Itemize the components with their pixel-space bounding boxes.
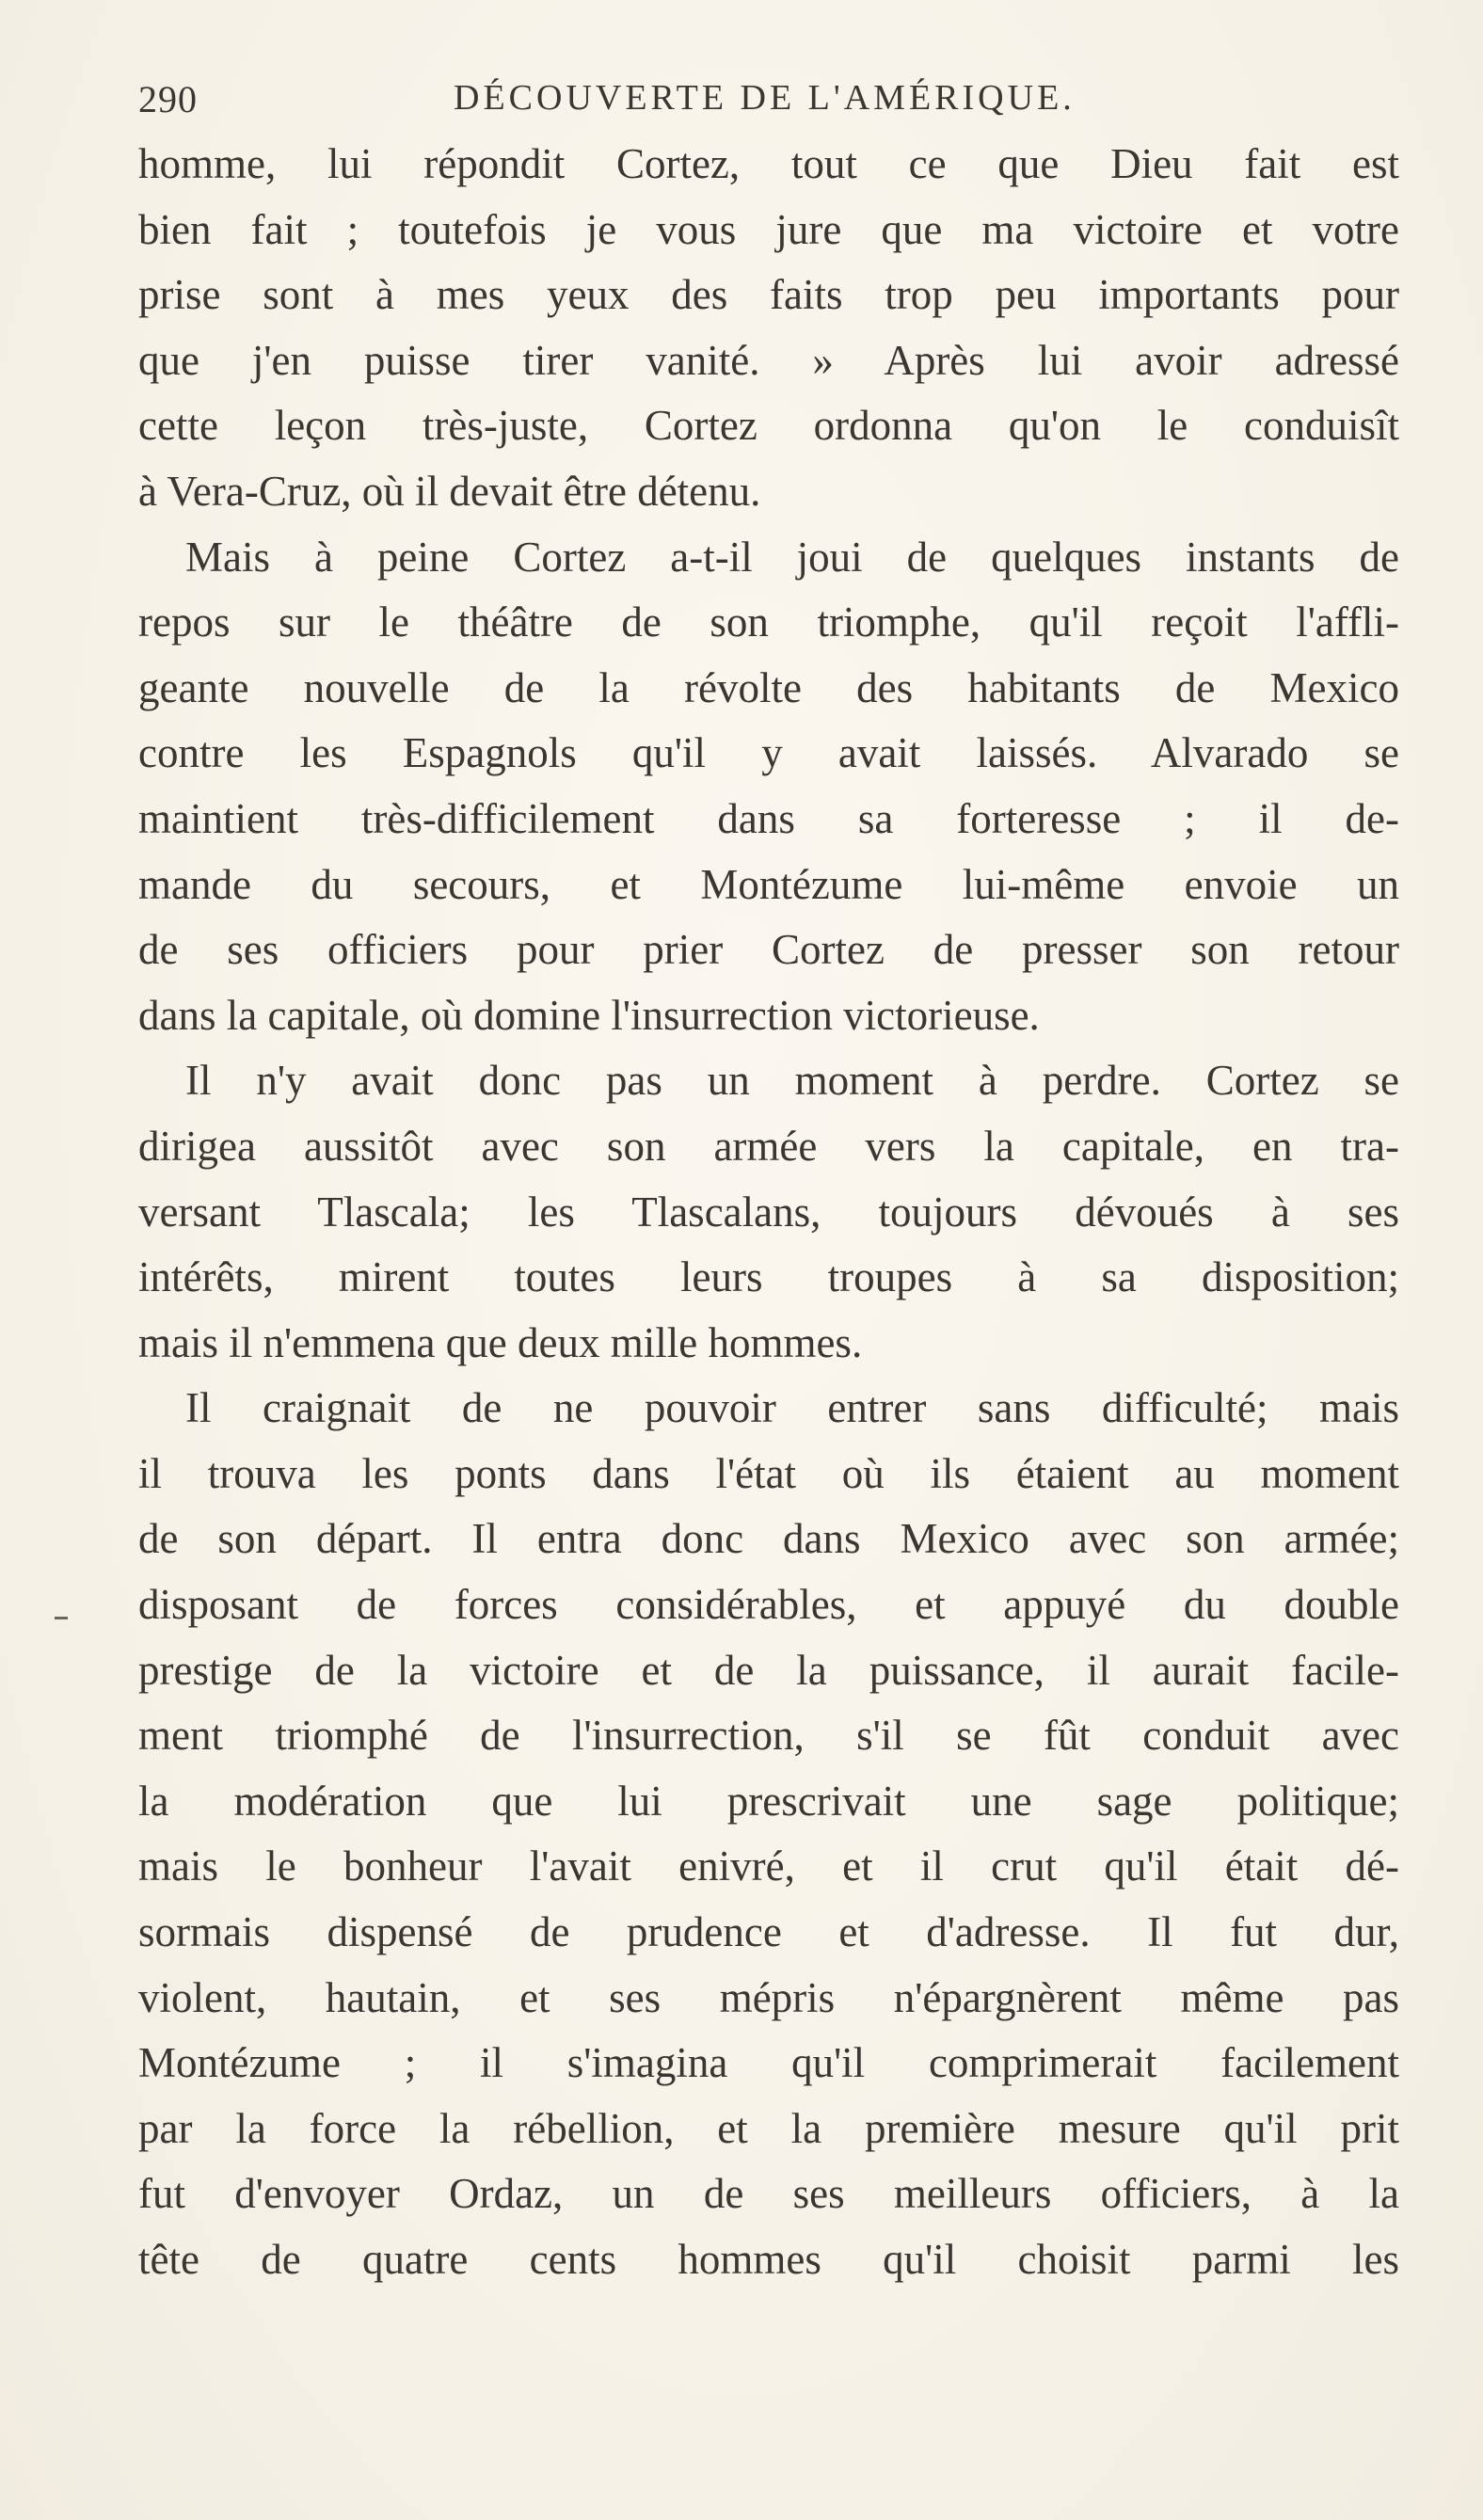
text-line: sormais dispensé de prudence et d'adresse. Il fut dur, [138, 1908, 1399, 1956]
page-number: 290 [138, 78, 198, 120]
text-line: de ses officiers pour prier Cortez de presser son retour [138, 926, 1399, 974]
text-line: violent, hautain, et ses mépris n'épargnèrent même pas [138, 1973, 1399, 2021]
text-line: par la force la rébellion, et la première mesure qu'il prit [138, 2104, 1399, 2152]
text-line: de son départ. Il entra donc dans Mexico avec son armée; [138, 1515, 1399, 1563]
text-line: prise sont à mes yeux des faits trop peu importants pour [138, 271, 1399, 319]
text-line: dirigea aussitôt avec son armée vers la capitale, en tra- [138, 1122, 1399, 1170]
running-head: DÉCOUVERTE DE L'AMÉRIQUE. [454, 78, 1076, 118]
text-line: tête de quatre cents hommes qu'il choisit parmi les [138, 2236, 1399, 2283]
text-line: homme, lui répondit Cortez, tout ce que Dieu fait est [138, 140, 1399, 187]
text-line: à Vera-Cruz, où il devait être détenu. [138, 467, 761, 515]
text-line: maintient très-difficilement dans sa forteresse ; il de- [138, 794, 1399, 842]
text-line: contre les Espagnols qu'il y avait laissés. Alvarado se [138, 729, 1399, 777]
text-line: Montézume ; il s'imagina qu'il comprimerait facilement [138, 2039, 1399, 2087]
text-line: la modération que lui prescrivait une sage politique; [138, 1777, 1399, 1825]
text-line: mais il n'emmena que deux mille hommes. [138, 1318, 863, 1366]
text-line: mais le bonheur l'avait enivré, et il crut qu'il était dé- [138, 1842, 1399, 1890]
text-line: disposant de forces considérables, et appuyé du double [138, 1581, 1399, 1629]
text-line: intérêts, mirent toutes leurs troupes à sa disposition; [138, 1253, 1399, 1301]
text-line: Il n'y avait donc pas un moment à perdre. Cortez se [185, 1057, 1399, 1105]
text-line: dans la capitale, où domine l'insurrection victorieuse. [138, 991, 1040, 1039]
text-line: prestige de la victoire et de la puissance, il aurait facile- [138, 1646, 1399, 1694]
text-line: il trouva les ponts dans l'état où ils étaient au moment [138, 1449, 1399, 1497]
text-line: ment triomphé de l'insurrection, s'il se fût conduit avec [138, 1712, 1399, 1760]
text-line: fut d'envoyer Ordaz, un de ses meilleurs officiers, à la [138, 2170, 1399, 2218]
page-header [138, 72, 1397, 128]
text-line: geante nouvelle de la révolte des habitants de Mexico [138, 663, 1399, 711]
text-line: versant Tlascala; les Tlascalans, toujours dévoués à ses [138, 1188, 1399, 1236]
margin-mark [55, 1617, 68, 1619]
text-line: bien fait ; toutefois je vous jure que ma victoire et votre [138, 205, 1399, 253]
text-line: que j'en puisse tirer vanité. » Après lui avoir adressé [138, 336, 1399, 384]
text-line: Mais à peine Cortez a-t-il joui de quelques instants de [185, 533, 1399, 581]
text-line: cette leçon très-juste, Cortez ordonna qu'on le conduisît [138, 402, 1399, 450]
text-line: repos sur le théâtre de son triomphe, qu'il reçoit l'affli- [138, 598, 1399, 646]
body-text [138, 132, 1399, 2293]
text-line: Il craignait de ne pouvoir entrer sans difficulté; mais [185, 1384, 1399, 1432]
text-line: mande du secours, et Montézume lui-même envoie un [138, 860, 1399, 908]
